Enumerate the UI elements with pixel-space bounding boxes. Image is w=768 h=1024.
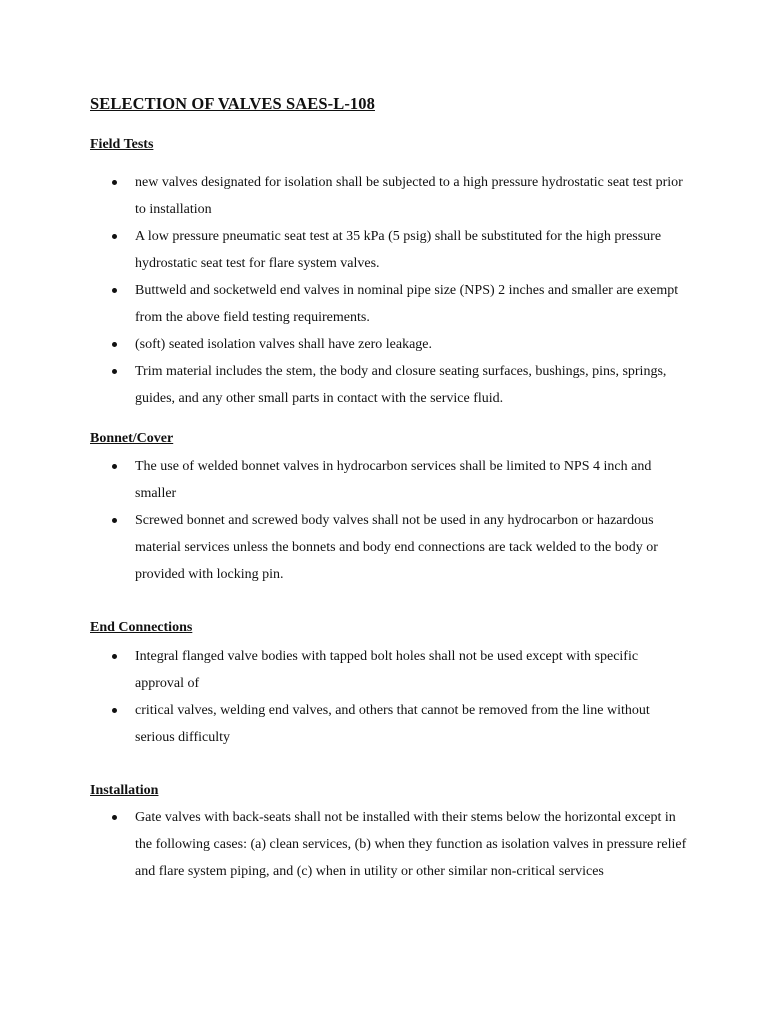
list-item	[90, 643, 690, 697]
list-item-text: A low pressure pneumatic seat test at 35 kPa (5 psig) shall be substituted for the high pressure hydrostatic seat test for flare system valves.	[135, 229, 662, 271]
list-item	[90, 697, 690, 751]
list-item	[90, 507, 690, 588]
list-item	[90, 358, 690, 412]
bullet-icon	[112, 288, 117, 293]
list-item	[90, 277, 690, 331]
bullet-icon	[112, 654, 117, 659]
bullet-icon	[112, 815, 117, 820]
list-item-text: Gate valves with back-seats shall not be installed with their stems below the horizontal except in the following cases: (a) clean services, (b) when they function as isolation valves in pressure relief and flare system piping, and (c) when in utility or other similar non-critical services	[135, 810, 687, 879]
list-item-text: new valves designated for isolation shall be subjected to a high pressure hydrostatic seat test prior to installation	[135, 175, 683, 217]
bullet-icon	[112, 464, 117, 469]
bullet-icon	[112, 708, 117, 713]
bullet-icon	[112, 180, 117, 185]
end-connections-list	[90, 643, 690, 751]
list-item	[90, 804, 690, 885]
list-item-text: Screwed bonnet and screwed body valves shall not be used in any hydrocarbon or hazardous material services unless the bonnets and body end connections are tack welded to the body or provided with locking pin.	[135, 513, 658, 582]
bullet-icon	[112, 369, 117, 374]
list-item-text: Trim material includes the stem, the body and closure seating surfaces, bushings, pins, springs, guides, and any other small parts in contact with the service fluid.	[135, 364, 667, 406]
list-item-text: The use of welded bonnet valves in hydrocarbon services shall be limited to NPS 4 inch and smaller	[135, 459, 652, 501]
installation-list	[90, 804, 690, 885]
list-item-text: (soft) seated isolation valves shall have zero leakage.	[135, 337, 432, 352]
bullet-icon	[112, 342, 117, 347]
list-item	[90, 453, 690, 507]
bullet-icon	[112, 234, 117, 239]
section-heading-field-tests: Field Tests	[90, 137, 154, 152]
section-heading-bonnet-cover: Bonnet/Cover	[90, 431, 174, 446]
list-item-text: Buttweld and socketweld end valves in nominal pipe size (NPS) 2 inches and smaller are exempt from the above field testing requirements.	[135, 283, 679, 325]
section-heading-end-connections: End Connections	[90, 620, 193, 635]
list-item	[90, 223, 690, 277]
document-title: SELECTION OF VALVES SAES-L-108	[90, 94, 375, 113]
list-item-text: critical valves, welding end valves, and others that cannot be removed from the line without serious difficulty	[135, 703, 650, 745]
bullet-icon	[112, 518, 117, 523]
list-item	[90, 169, 690, 223]
bonnet-cover-list	[90, 453, 690, 588]
list-item-text: Integral flanged valve bodies with tapped bolt holes shall not be used except with specific approval of	[135, 649, 639, 691]
list-item	[90, 331, 690, 358]
section-heading-installation: Installation	[90, 783, 159, 798]
field-tests-list	[90, 169, 690, 412]
